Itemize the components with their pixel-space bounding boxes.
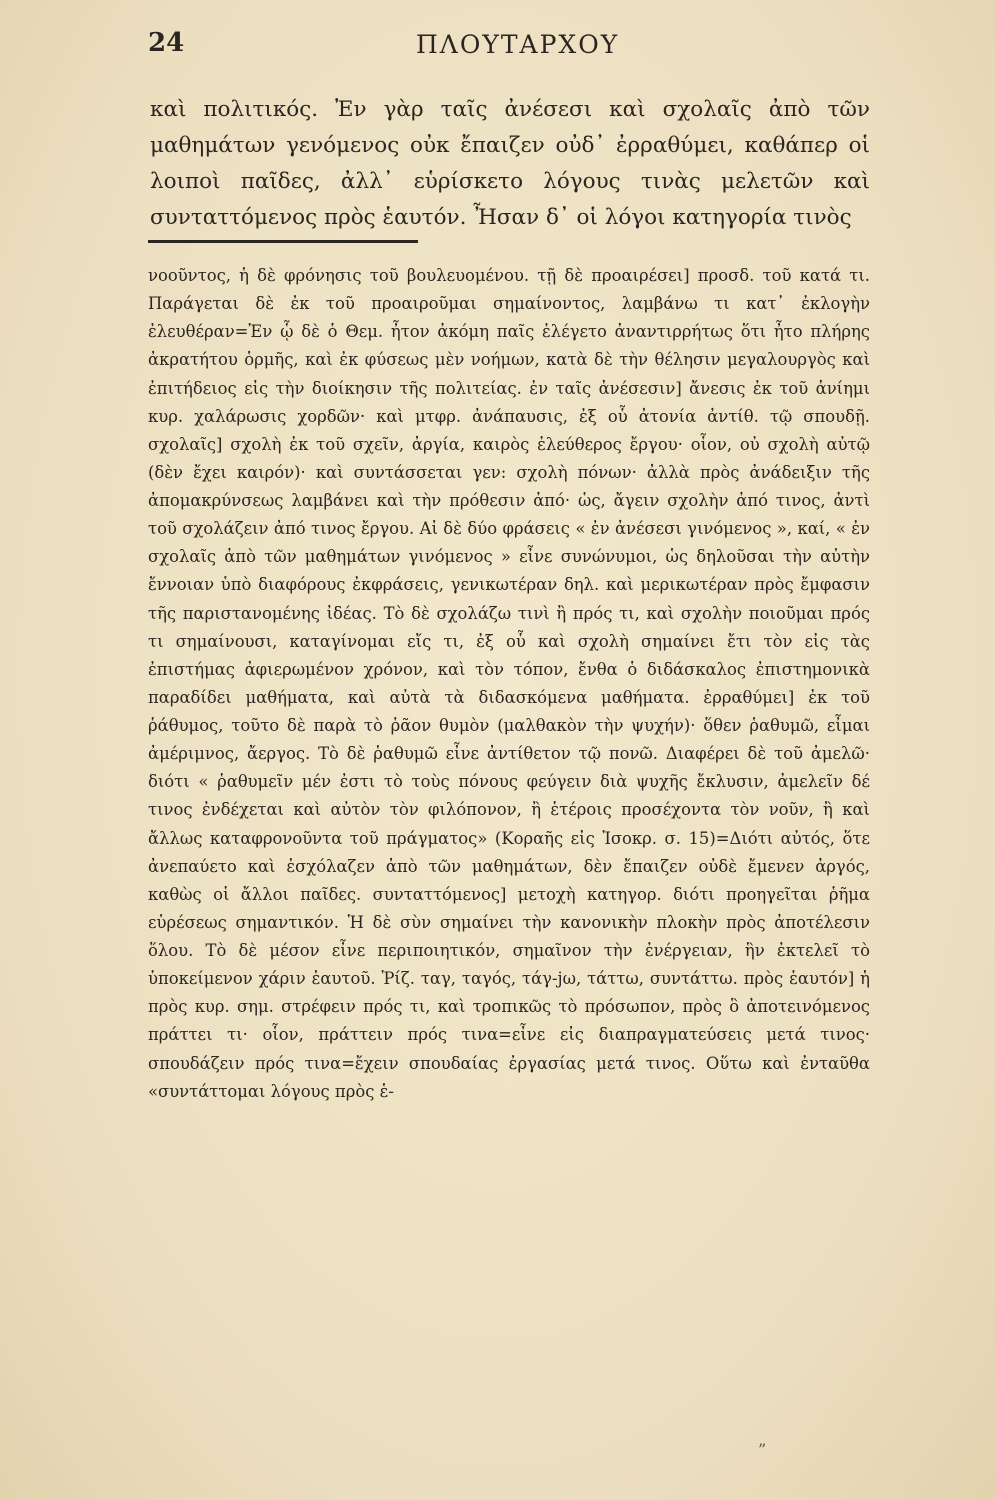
main-paragraph: καὶ πολιτικός. Ἐν γὰρ ταῖς ἀνέσεσι καὶ σχολαῖς ἀπὸ τῶν μαθημάτων γενόμενος οὐκ ἔπαιζεν οὐδ᾽ ἐρραθύμει, καθάπερ οἱ λοιποὶ παῖδες, ἀλλ᾽ εὑρίσκετο λόγους τινὰς μελετῶν καὶ συνταττόμενος πρὸς ἑαυτόν. Ἦσαν δ᾽ οἱ λόγοι κατηγορία τινὸς: [150, 97, 870, 230]
commentary-notes: [148, 262, 870, 1106]
footer-mark: ”: [758, 1440, 767, 1459]
main-text: [150, 92, 870, 236]
separator-rule: [148, 240, 418, 243]
commentary-paragraph: νοοῦντος, ἡ δὲ φρόνησις τοῦ βουλευομένου. τῇ δὲ προαιρέσει] προσδ. τοῦ κατά τι. Παράγεται δὲ ἐκ τοῦ προαιροῦμαι σημαίνοντος, λαμβάνω τι κατ᾽ ἐκλογὴν ἐλευθέραν=Ἐν ᾧ δὲ ὁ Θεμ. ἦτον ἀκόμη παῖς ἐλέγετο ἀναντιρρήτως ὅτι ἦτο πλήρης ἀκρατήτου ὁρμῆς, καὶ ἐκ φύσεως μὲν νοήμων, κατὰ δὲ τὴν θέλησιν μεγαλουργὸς καὶ ἐπιτήδειος εἰς τὴν διοίκησιν τῆς πολιτείας. ἐν ταῖς ἀνέσεσιν] ἄνεσις ἐκ τοῦ ἀνίημι κυρ. χαλάρωσις χορδῶν· καὶ μτφρ. ἀνάπαυσις, ἐξ οὗ ἀτονία ἀντίθ. τῷ σπουδῇ. σχολαῖς] σχολὴ ἐκ τοῦ σχεῖν, ἀργία, καιρὸς ἐλεύθερος ἔργου· οἷον, οὐ σχολὴ αὐτῷ (δὲν ἔχει καιρόν)· καὶ συντάσσεται γεν: σχολὴ πόνων· ἀλλὰ πρὸς ἀνάδειξιν τῆς ἀπομακρύνσεως λαμβάνει καὶ τὴν πρόθεσιν ἀπό· ὡς, ἄγειν σχολὴν ἀπό τινος, ἀντὶ τοῦ σχολάζειν ἀπό τινος ἔργου. Αἱ δὲ δύο φράσεις « ἐν ἀνέσεσι γινόμενος », καί, « ἐν σχολαῖς ἀπὸ τῶν μαθημάτων γινόμενος » εἶνε συνώνυμοι, ὡς δηλοῦσαι τὴν αὐτὴν ἔννοιαν ὑπὸ διαφόρους ἐκφράσεις, γενικωτέραν δηλ. καὶ μερικωτέραν πρὸς ἔμφασιν τῆς παριστανομένης ἰδέας. Τὸ δὲ σχολάζω τινὶ ἢ πρός τι, καὶ σχολὴν ποιοῦμαι πρός τι σημαίνουσι, καταγίνομαι εἴς τι, ἐξ οὗ καὶ σχολὴ σημαίνει ἔτι τὸν εἰς τὰς ἐπιστήμας ἀφιερωμένον χρόνον, καὶ τὸν τόπον, ἔνθα ὁ διδάσκαλος ἐπιστημονικὰ παραδίδει μαθήματα, καὶ αὐτὰ τὰ διδασκόμενα μαθήματα. ἐρραθύμει] ἐκ τοῦ ῥάθυμος, τοῦτο δὲ παρὰ τὸ ῥᾶον θυμὸν (μαλθακὸν τὴν ψυχήν)· ὅθεν ῥαθυμῶ, εἶμαι ἀμέριμνος, ἄεργος. Τὸ δὲ ῥαθυμῶ εἶνε ἀντίθετον τῷ πονῶ. Διαφέρει δὲ τοῦ ἀμελῶ· διότι « ῥαθυμεῖν μέν ἐστι τὸ τοὺς πόνους φεύγειν διὰ ψυχῆς ἔκλυσιν, ἀμελεῖν δέ τινος ἐνδέχεται καὶ αὐτὸν τὸν φιλόπονον, ἢ ἑτέροις προσέχοντα τὸν νοῦν, ἢ καὶ ἄλλως καταφρονοῦντα τοῦ πράγματος» (Κοραῆς εἰς Ἰσοκρ. σ. 15)=Διότι αὐτός, ὅτε ἀνεπαύετο καὶ ἐσχόλαζεν ἀπὸ τῶν μαθημάτων, δὲν ἔπαιζεν οὐδὲ ἔμενεν ἀργός, καθὼς οἱ ἄλλοι παῖδες. συνταττόμενος] μετοχὴ κατηγορ. διότι προηγεῖται ῥῆμα εὑρέσεως σημαντικόν. Ἡ δὲ σὺν σημαίνει τὴν κανονικὴν πλοκὴν πρὸς ἀποτέλεσιν ὅλου. Τὸ δὲ μέσον εἶνε περιποιητικόν, σημαῖνον τὴν ἐνέργειαν, ἣν ἐκτελεῖ τὸ ὑποκείμενον χάριν ἑαυτοῦ. Ῥίζ. ταγ, ταγός, τάγ-jω, τάττω, συντάττω. πρὸς ἑαυτόν] ἡ πρὸς κυρ. σημ. στρέφειν πρός τι, καὶ τροπικῶς τὸ πρόσωπον, πρὸς ὃ ἀποτεινόμενος πράττει τι· οἷον, πράττειν πρός τινα=εἶνε εἰς διαπραγματεύσεις μετά τινος· σπουδάζειν πρός τινα=ἔχειν σπουδαίας ἐργασίας μετά τινος. Οὕτω καὶ ἐνταῦθα «συντάττομαι λόγους πρὸς ἑ-: [148, 266, 870, 1101]
page-header: [148, 28, 868, 68]
running-title: ΠΛΟΥΤΑΡΧΟΥ: [416, 30, 620, 59]
page-number: 24: [148, 28, 185, 58]
